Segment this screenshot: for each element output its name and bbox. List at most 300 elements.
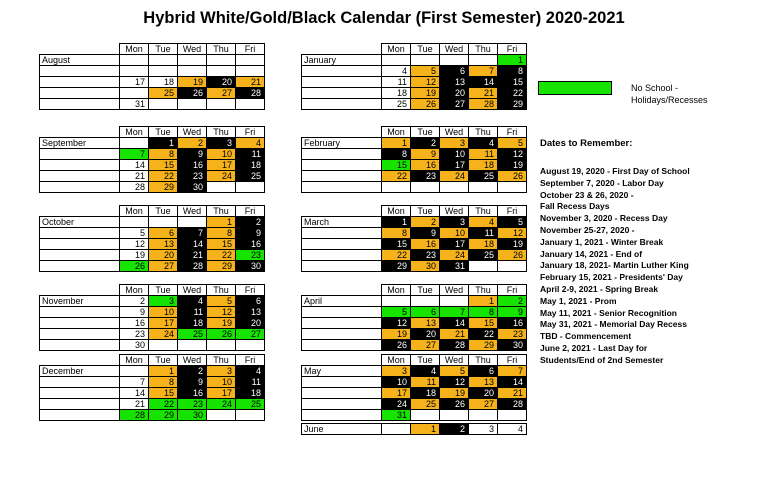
weekday-header: Mon [119, 126, 149, 138]
day-cell: 27 [439, 98, 469, 110]
weekday-header: Mon [381, 284, 411, 296]
day-cell: 30 [235, 260, 265, 272]
day-cell: 26 [381, 339, 411, 351]
day-cell: 29 [468, 339, 498, 351]
day-cell [497, 260, 527, 272]
weekday-header: Thu [206, 354, 236, 366]
day-cell [206, 98, 236, 110]
day-cell: 21 [497, 387, 527, 399]
day-cell: 13 [468, 376, 498, 388]
day-cell: 4 [381, 65, 411, 77]
month-name: November [39, 295, 120, 307]
date-item: November 3, 2020 - Recess Day [540, 213, 668, 224]
day-cell: 4 [177, 295, 207, 307]
day-cell: 24 [381, 398, 411, 410]
day-cell: 11 [235, 376, 265, 388]
day-cell: 2 [410, 216, 440, 228]
day-cell: 6 [439, 65, 469, 77]
day-cell: 23 [177, 170, 207, 182]
day-cell: 14 [119, 387, 149, 399]
day-cell [468, 181, 498, 193]
day-cell: 15 [381, 238, 411, 250]
day-cell [410, 409, 440, 421]
weekday-header: Fri [497, 205, 527, 217]
date-item: January 18, 2021- Martin Luther King [540, 260, 689, 271]
month-december [40, 355, 265, 421]
day-cell: 26 [497, 170, 527, 182]
day-cell: 9 [497, 306, 527, 318]
month-september [40, 127, 265, 193]
day-cell: 2 [439, 423, 469, 435]
month-name: January [301, 54, 382, 66]
day-cell: 24 [439, 170, 469, 182]
day-cell: 27 [410, 339, 440, 351]
day-cell: 10 [439, 227, 469, 239]
day-cell: 21 [468, 87, 498, 99]
day-cell: 11 [177, 306, 207, 318]
month-grid [302, 424, 527, 435]
day-cell: 16 [410, 238, 440, 250]
day-cell: 30 [177, 181, 207, 193]
day-cell: 31 [439, 260, 469, 272]
month-february [302, 127, 527, 193]
day-cell: 20 [206, 76, 236, 88]
day-cell: 10 [439, 148, 469, 160]
day-cell: 10 [206, 148, 236, 160]
weekday-header: Wed [177, 205, 207, 217]
day-cell: 2 [497, 295, 527, 307]
legend-swatch-green [538, 81, 612, 95]
day-cell: 19 [119, 249, 149, 261]
day-cell: 7 [439, 306, 469, 318]
date-item: May 1, 2021 - Prom [540, 295, 617, 306]
day-cell: 29 [148, 409, 178, 421]
day-cell: 3 [439, 137, 469, 149]
weekday-header: Thu [468, 43, 498, 55]
weekday-header: Fri [497, 126, 527, 138]
month-name: October [39, 216, 120, 228]
day-cell: 14 [119, 159, 149, 171]
weekday-header: Fri [235, 43, 265, 55]
day-cell: 12 [497, 148, 527, 160]
day-cell: 7 [119, 376, 149, 388]
day-cell: 15 [468, 317, 498, 329]
day-cell: 9 [410, 227, 440, 239]
day-cell: 8 [497, 65, 527, 77]
day-cell: 19 [206, 317, 236, 329]
day-cell: 26 [119, 260, 149, 272]
day-cell: 26 [410, 98, 440, 110]
day-cell: 14 [468, 76, 498, 88]
day-cell: 18 [410, 387, 440, 399]
day-cell: 24 [439, 249, 469, 261]
day-cell: 15 [148, 387, 178, 399]
day-cell: 8 [468, 306, 498, 318]
month-name: May [301, 365, 382, 377]
weekday-header: Fri [235, 205, 265, 217]
day-cell [148, 98, 178, 110]
day-cell: 5 [381, 306, 411, 318]
day-cell: 4 [235, 365, 265, 377]
day-cell: 30 [177, 409, 207, 421]
day-cell: 22 [468, 328, 498, 340]
day-cell: 9 [177, 148, 207, 160]
day-cell: 2 [235, 216, 265, 228]
day-cell [235, 339, 265, 351]
day-cell [235, 98, 265, 110]
day-cell: 25 [177, 328, 207, 340]
day-cell: 28 [177, 260, 207, 272]
day-cell: 25 [410, 398, 440, 410]
day-cell: 22 [148, 398, 178, 410]
weekday-header: Wed [439, 354, 469, 366]
day-cell: 22 [381, 249, 411, 261]
day-cell: 15 [381, 159, 411, 171]
weekday-header: Tue [148, 126, 178, 138]
day-cell: 8 [148, 376, 178, 388]
day-cell: 6 [148, 227, 178, 239]
day-cell [206, 409, 236, 421]
month-march [302, 206, 527, 272]
month-april [302, 285, 527, 351]
weekday-header: Thu [206, 284, 236, 296]
day-cell [381, 423, 411, 435]
day-cell: 17 [119, 76, 149, 88]
date-item: February 15, 2021 - Presidents' Day [540, 272, 683, 283]
date-item: January 14, 2021 - End of [540, 248, 643, 259]
day-cell: 26 [439, 398, 469, 410]
legend-label: No School - Holidays/Recesses [631, 83, 708, 105]
day-cell: 18 [235, 159, 265, 171]
month-grid [40, 285, 265, 351]
day-cell: 13 [439, 76, 469, 88]
month-name-spacer [39, 409, 120, 421]
day-cell: 24 [148, 328, 178, 340]
weekday-header: Fri [497, 354, 527, 366]
date-item: May 31, 2021 - Memorial Day Recess [540, 319, 687, 330]
day-cell: 26 [206, 328, 236, 340]
day-cell [410, 181, 440, 193]
day-cell: 20 [468, 387, 498, 399]
day-cell: 22 [206, 249, 236, 261]
month-august [40, 44, 265, 110]
month-name-spacer [39, 339, 120, 351]
day-cell: 18 [468, 238, 498, 250]
weekday-header: Wed [439, 43, 469, 55]
month-grid [302, 355, 527, 421]
month-name-spacer [301, 409, 382, 421]
day-cell: 19 [381, 328, 411, 340]
day-cell: 18 [468, 159, 498, 171]
month-grid [302, 127, 527, 193]
day-cell: 6 [235, 295, 265, 307]
day-cell: 5 [119, 227, 149, 239]
day-cell: 14 [497, 376, 527, 388]
weekday-header: Tue [410, 354, 440, 366]
day-cell: 1 [468, 295, 498, 307]
date-item: November 25-27, 2020 - [540, 224, 635, 235]
day-cell: 3 [206, 137, 236, 149]
day-cell: 2 [177, 365, 207, 377]
day-cell: 25 [235, 398, 265, 410]
day-cell: 21 [119, 170, 149, 182]
day-cell: 21 [235, 76, 265, 88]
day-cell: 12 [497, 227, 527, 239]
weekday-header: Mon [119, 354, 149, 366]
day-cell [206, 339, 236, 351]
day-cell: 27 [468, 398, 498, 410]
weekday-header: Tue [148, 354, 178, 366]
month-name-spacer [39, 181, 120, 193]
date-item: October 23 & 26, 2020 - [540, 189, 634, 200]
day-cell: 8 [381, 227, 411, 239]
month-grid [302, 206, 527, 272]
day-cell: 28 [468, 98, 498, 110]
day-cell: 9 [177, 376, 207, 388]
date-item: TBD - Commencement [540, 331, 632, 342]
weekday-header: Wed [439, 126, 469, 138]
day-cell: 15 [148, 159, 178, 171]
weekday-header: Mon [381, 205, 411, 217]
day-cell: 11 [381, 76, 411, 88]
month-name: February [301, 137, 382, 149]
date-item: June 2, 2021 - Last Day for [540, 342, 648, 353]
day-cell: 27 [206, 87, 236, 99]
day-cell: 16 [497, 317, 527, 329]
month-may [302, 355, 527, 421]
day-cell: 21 [119, 398, 149, 410]
month-november [40, 285, 265, 351]
weekday-header: Thu [468, 205, 498, 217]
day-cell: 20 [148, 249, 178, 261]
weekday-header: Mon [119, 284, 149, 296]
weekday-header: Thu [206, 43, 236, 55]
weekday-header: Fri [235, 126, 265, 138]
day-cell: 24 [206, 170, 236, 182]
day-cell [206, 181, 236, 193]
weekday-header: Wed [177, 43, 207, 55]
day-cell: 8 [206, 227, 236, 239]
day-cell: 6 [468, 365, 498, 377]
day-cell: 1 [497, 54, 527, 66]
weekday-header: Tue [148, 284, 178, 296]
day-cell: 29 [206, 260, 236, 272]
page-title: Hybrid White/Gold/Black Calendar (First Semester) 2020-2021 [143, 9, 625, 27]
day-cell: 25 [468, 249, 498, 261]
weekday-header: Tue [148, 43, 178, 55]
day-cell: 11 [235, 148, 265, 160]
day-cell: 12 [119, 238, 149, 250]
month-name-spacer [301, 98, 382, 110]
weekday-header: Thu [468, 354, 498, 366]
day-cell: 4 [410, 365, 440, 377]
day-cell: 17 [381, 387, 411, 399]
date-item: Students/End of 2nd Semester [540, 354, 664, 365]
day-cell: 31 [119, 98, 149, 110]
date-item: Fall Recess Days [540, 201, 610, 212]
weekday-header: Wed [177, 284, 207, 296]
day-cell: 28 [119, 409, 149, 421]
day-cell: 16 [119, 317, 149, 329]
weekday-header: Mon [119, 43, 149, 55]
day-cell [439, 181, 469, 193]
weekday-header: Tue [148, 205, 178, 217]
day-cell: 15 [497, 76, 527, 88]
month-grid [40, 206, 265, 272]
day-cell: 27 [235, 328, 265, 340]
day-cell: 5 [410, 65, 440, 77]
day-cell: 9 [235, 227, 265, 239]
day-cell: 20 [235, 317, 265, 329]
day-cell: 9 [119, 306, 149, 318]
day-cell: 4 [497, 423, 527, 435]
day-cell: 28 [497, 398, 527, 410]
day-cell: 25 [381, 98, 411, 110]
day-cell: 12 [381, 317, 411, 329]
day-cell: 2 [410, 137, 440, 149]
month-name-spacer [39, 98, 120, 110]
weekday-header: Fri [497, 284, 527, 296]
day-cell: 25 [235, 170, 265, 182]
date-item: August 19, 2020 - First Day of School [540, 166, 690, 176]
month-grid [302, 285, 527, 351]
day-cell: 13 [148, 238, 178, 250]
weekday-header: Fri [235, 284, 265, 296]
day-cell: 3 [381, 365, 411, 377]
day-cell: 4 [468, 216, 498, 228]
day-cell: 1 [148, 137, 178, 149]
day-cell [497, 181, 527, 193]
day-cell: 4 [468, 137, 498, 149]
day-cell: 30 [119, 339, 149, 351]
day-cell: 30 [497, 339, 527, 351]
day-cell: 23 [497, 328, 527, 340]
weekday-header: Wed [439, 284, 469, 296]
weekday-header: Tue [410, 205, 440, 217]
day-cell: 3 [468, 423, 498, 435]
day-cell: 16 [410, 159, 440, 171]
dates-heading: Dates to Remember: [540, 138, 633, 149]
day-cell: 23 [410, 170, 440, 182]
day-cell: 9 [410, 148, 440, 160]
day-cell: 10 [381, 376, 411, 388]
weekday-header: Thu [468, 126, 498, 138]
date-item: January 1, 2021 - Winter Break [540, 236, 664, 247]
day-cell: 16 [235, 238, 265, 250]
day-cell [177, 339, 207, 351]
day-cell: 30 [410, 260, 440, 272]
day-cell: 6 [410, 306, 440, 318]
day-cell: 29 [497, 98, 527, 110]
day-cell: 17 [439, 159, 469, 171]
weekday-header: Mon [381, 354, 411, 366]
day-cell: 1 [206, 216, 236, 228]
day-cell: 23 [235, 249, 265, 261]
day-cell: 22 [497, 87, 527, 99]
day-cell: 28 [235, 87, 265, 99]
day-cell: 12 [439, 376, 469, 388]
day-cell: 7 [497, 365, 527, 377]
date-item: April 2-9, 2021 - Spring Break [540, 283, 659, 294]
day-cell: 19 [177, 76, 207, 88]
day-cell: 10 [148, 306, 178, 318]
month-name: December [39, 365, 120, 377]
day-cell: 29 [381, 260, 411, 272]
weekday-header: Mon [119, 205, 149, 217]
day-cell: 16 [177, 159, 207, 171]
day-cell: 12 [410, 76, 440, 88]
day-cell: 24 [206, 398, 236, 410]
day-cell: 19 [439, 387, 469, 399]
month-name-spacer [301, 181, 382, 193]
weekday-header: Thu [468, 284, 498, 296]
day-cell: 19 [410, 87, 440, 99]
weekday-header: Mon [381, 43, 411, 55]
day-cell: 5 [497, 216, 527, 228]
day-cell: 13 [410, 317, 440, 329]
day-cell: 15 [206, 238, 236, 250]
month-october [40, 206, 265, 272]
weekday-header: Tue [410, 284, 440, 296]
day-cell: 1 [381, 137, 411, 149]
day-cell: 27 [148, 260, 178, 272]
day-cell [381, 181, 411, 193]
day-cell: 26 [497, 249, 527, 261]
month-june [302, 424, 527, 435]
month-name: August [39, 54, 120, 66]
day-cell: 11 [410, 376, 440, 388]
weekday-header: Wed [177, 354, 207, 366]
month-name-spacer [301, 339, 382, 351]
day-cell: 21 [439, 328, 469, 340]
day-cell: 10 [206, 376, 236, 388]
month-name-spacer [301, 260, 382, 272]
day-cell: 23 [119, 328, 149, 340]
day-cell: 26 [177, 87, 207, 99]
date-item: May 11, 2021 - Senior Recognition [540, 307, 677, 318]
dates-to-remember [540, 138, 765, 367]
day-cell [439, 409, 469, 421]
weekday-header: Thu [206, 205, 236, 217]
weekday-header: Mon [381, 126, 411, 138]
day-cell [468, 260, 498, 272]
day-cell: 17 [439, 238, 469, 250]
day-cell: 17 [148, 317, 178, 329]
month-grid [40, 127, 265, 193]
dates-list [540, 166, 765, 367]
day-cell: 14 [439, 317, 469, 329]
day-cell: 18 [148, 76, 178, 88]
month-name-spacer [39, 260, 120, 272]
day-cell: 22 [381, 170, 411, 182]
day-cell: 21 [177, 249, 207, 261]
day-cell: 28 [119, 181, 149, 193]
day-cell: 3 [206, 365, 236, 377]
month-name: April [301, 295, 382, 307]
day-cell: 19 [497, 159, 527, 171]
day-cell [148, 339, 178, 351]
day-cell: 23 [410, 249, 440, 261]
day-cell: 2 [177, 137, 207, 149]
day-cell: 8 [381, 148, 411, 160]
month-name: June [301, 423, 382, 435]
month-grid [40, 355, 265, 421]
day-cell: 8 [148, 148, 178, 160]
day-cell [235, 409, 265, 421]
day-cell [177, 98, 207, 110]
month-grid [302, 44, 527, 110]
weekday-header: Wed [439, 205, 469, 217]
